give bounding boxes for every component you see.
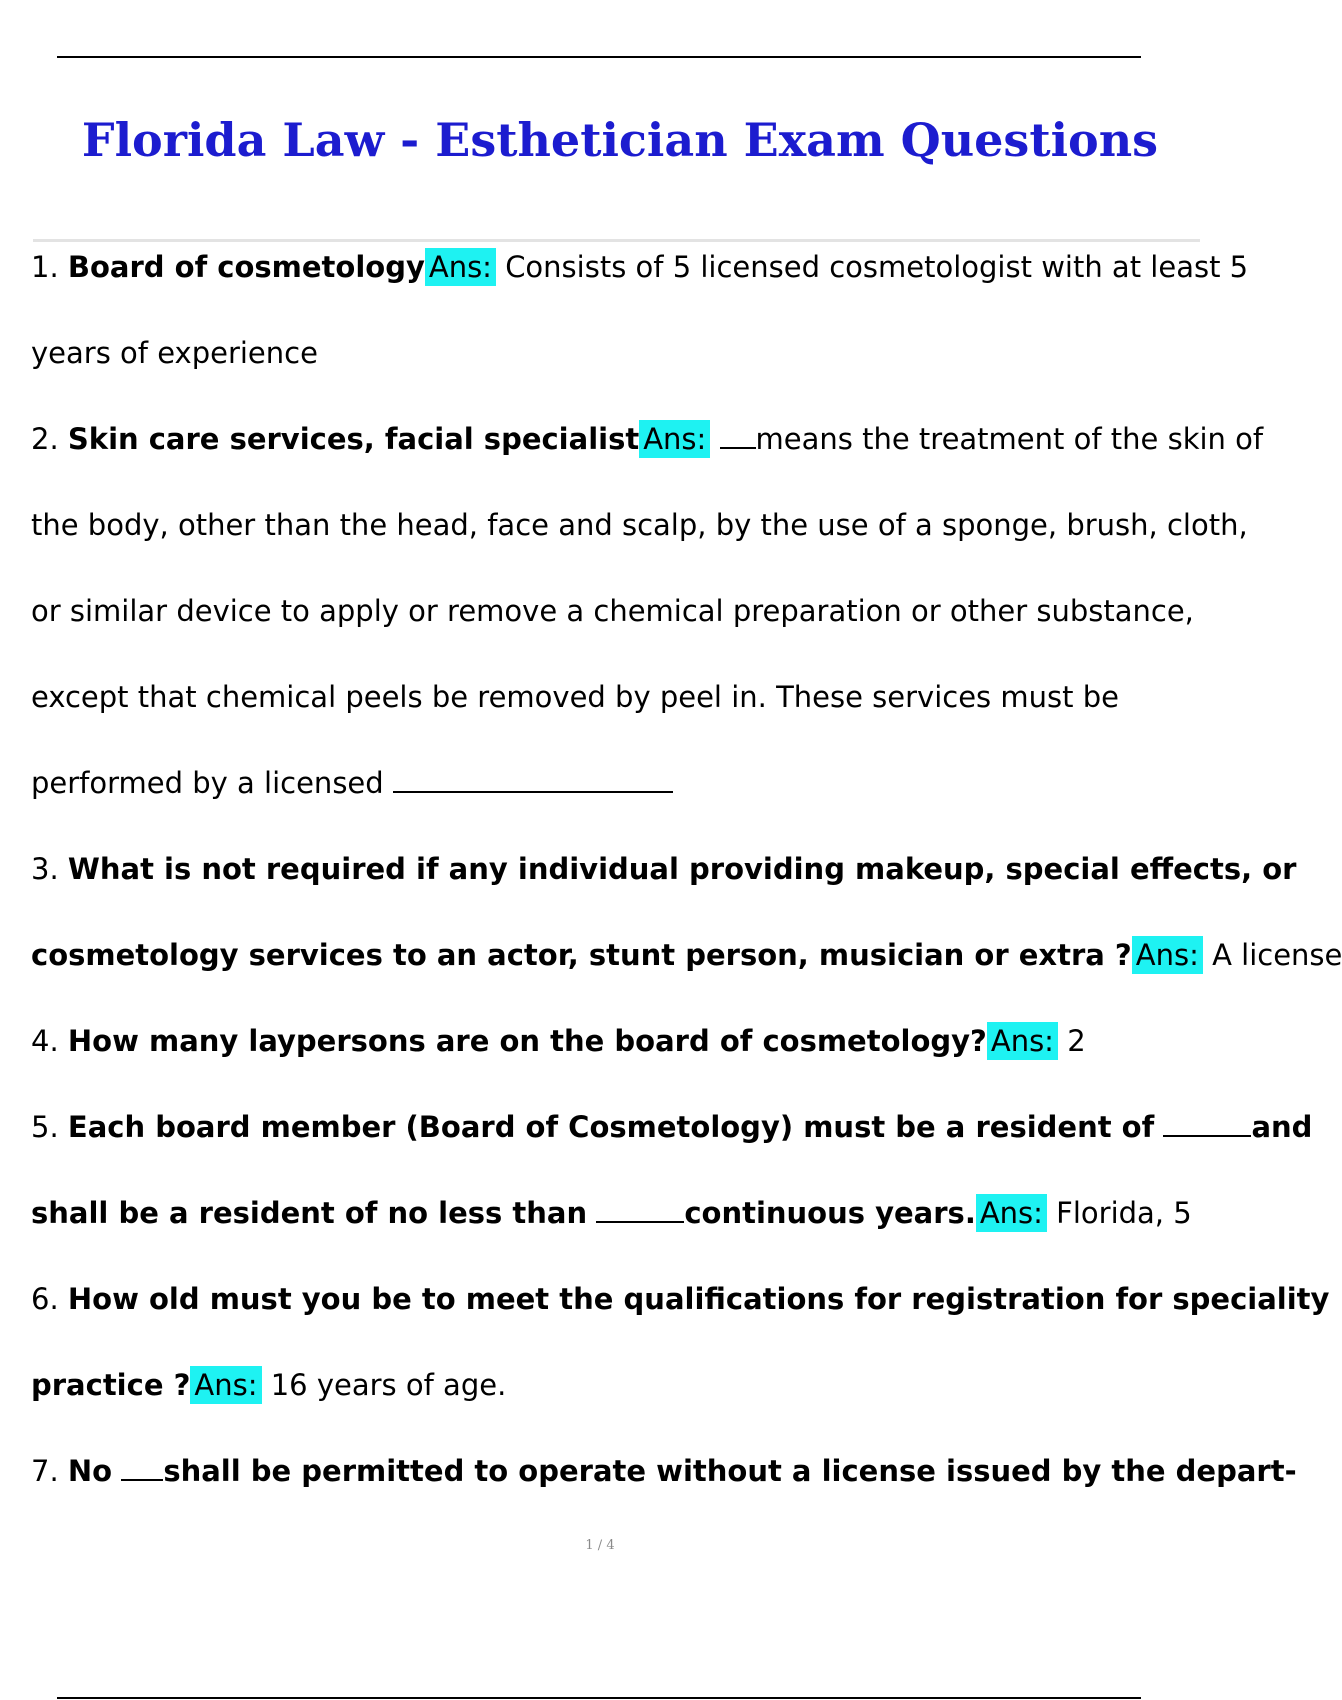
question-5 [31,1084,1313,1256]
question-3 [31,826,1342,998]
question-7-text-a: No [67,1454,113,1488]
question-5-ans-label: Ans: [976,1194,1047,1232]
question-1-answer-line-2: years of experience [31,336,318,370]
question-2-blank [720,423,756,449]
question-2-answer-line-4: except that chemical peels be removed by peel in. These services must be [31,680,1119,714]
question-1-number: 1. [31,250,59,284]
top-rule [57,56,1141,58]
question-2-answer-line-2: the body, other than the head, face and scalp, by the use of a sponge, brush, cloth, [31,508,1248,542]
question-1 [31,224,1249,396]
question-3-number: 3. [31,852,59,886]
question-2-line-5 [31,740,1196,826]
question-7-blank [121,1455,163,1481]
question-5-text-line-2b: continuous years. [684,1196,976,1230]
question-6-ans-label: Ans: [190,1366,261,1404]
question-2-ans-label: Ans: [639,420,710,458]
question-2-answer-line-5: performed by a licensed [31,766,384,800]
question-6-answer: 16 years of age. [270,1368,507,1402]
question-7-text-b: shall be permitted to operate without a license issued by the depart- [163,1454,1297,1488]
question-2-line-1 [31,396,1264,482]
question-2-answer-line-3: or similar device to apply or remove a chemical preparation or other substance, [31,594,1194,628]
question-4-ans-label: Ans: [987,1022,1058,1060]
question-1-line-2 [31,310,1196,396]
question-2-line-3 [31,568,1196,654]
question-6-text-line-2: practice ? [31,1368,191,1402]
question-5-line-2 [31,1170,1196,1256]
question-6-text-line-1: How old must you be to meet the qualifications for registration for speciality [67,1282,1330,1316]
question-7-number: 7. [31,1454,59,1488]
question-3-ans-label: Ans: [1132,936,1203,974]
document-title: Florida Law - Esthetician Exam Questions [81,113,1159,167]
question-5-blank-2 [596,1197,684,1223]
page-number: 1 / 4 [585,1538,615,1553]
question-5-blank-1 [1163,1111,1251,1137]
question-5-text-line-2a: shall be a resident of no less than [31,1196,588,1230]
question-1-ans-label: Ans: [425,248,496,286]
question-6-number: 6. [31,1282,59,1316]
question-5-line-1 [31,1084,1313,1170]
question-6 [31,1256,1330,1428]
question-6-line-2 [31,1342,1196,1428]
question-2-trailing-blank [393,767,673,793]
question-6-line-1 [31,1256,1330,1342]
question-4-answer: 2 [1067,1024,1086,1058]
bottom-rule [57,1697,1141,1699]
question-3-text-line-1: What is not required if any individual providing makeup, special effects, or [67,852,1297,886]
question-5-answer: Florida, 5 [1056,1196,1192,1230]
question-1-line-1 [31,224,1249,310]
question-2-line-2 [31,482,1248,568]
question-4-number: 4. [31,1024,59,1058]
question-4 [31,998,1196,1084]
question-5-text-line-1a: Each board member (Board of Cosmetology) must be a resident of [67,1110,1155,1144]
question-5-number: 5. [31,1110,59,1144]
question-3-line-1 [31,826,1297,912]
question-3-answer: A license [1212,938,1342,972]
question-5-text-line-1b: and [1251,1110,1313,1144]
question-7-line-1 [31,1428,1297,1514]
question-3-line-2 [31,912,1342,998]
question-2-text: Skin care services, facial specialist [67,422,640,456]
question-2-answer-line-1: means the treatment of the skin of [755,422,1264,456]
question-2 [31,396,1264,826]
question-7 [31,1428,1297,1514]
question-3-text-line-2: cosmetology services to an actor, stunt person, musician or extra ? [31,938,1132,972]
question-4-text: How many laypersons are on the board of cosmetology? [67,1024,987,1058]
question-4-line-1 [31,998,1196,1084]
question-1-text: Board of cosmetology [67,250,425,284]
question-2-number: 2. [31,422,59,456]
question-2-line-4 [31,654,1196,740]
question-1-answer-line-1: Consists of 5 licensed cosmetologist with at least 5 [505,250,1249,284]
